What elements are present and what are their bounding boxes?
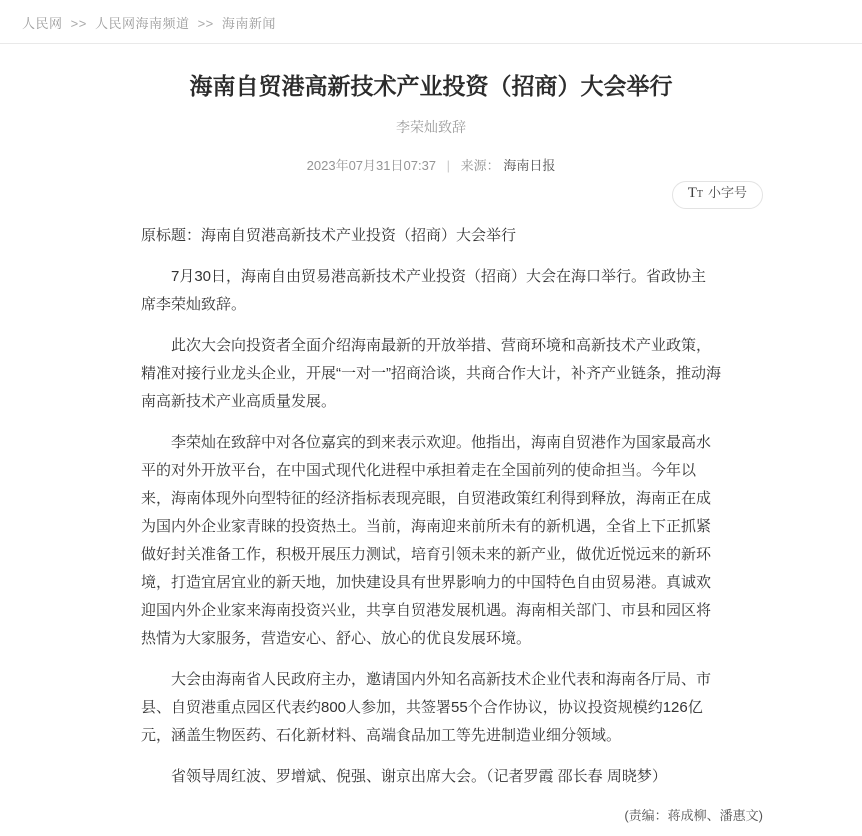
article-container [99, 71, 763, 836]
article-toolbar [99, 181, 763, 209]
article-subtitle: 李荣灿致辞 [396, 119, 466, 136]
font-size-small-icon: T [696, 189, 703, 201]
article-paragraph: 7月30日，海南自由贸易港高新技术产业投资（招商）大会在海口举行。省政协主席李荣灿致辞。 [141, 268, 707, 314]
breadcrumb-item-people-net[interactable]: 人民网 [22, 16, 63, 31]
font-size-large-icon: T [687, 185, 697, 202]
breadcrumb-item-hainan-news[interactable]: 海南新闻 [221, 16, 276, 31]
page-title: 海南自贸港高新技术产业投资（招商）大会举行 [189, 73, 673, 99]
breadcrumb-separator: >> [70, 16, 87, 31]
article-paragraph: 此次大会向投资者全面介绍海南最新的开放举措、营商环境和高新技术产业政策，精准对接行业龙头企业，开展“一对一”招商洽谈，共商合作大计，补齐产业链条，推动海南高新技术产业高质量发展。 [141, 337, 721, 411]
article-paragraph: 李荣灿在致辞中对各位嘉宾的到来表示欢迎。他指出，海南自贸港作为国家最高水平的对外开放平台，在中国式现代化进程中承担着走在全国前列的使命担当。今年以来，海南体现外向型特征的经济指标表现亮眼，自贸港政策红利得到释放，海南正在成为国内外企业家青睐的投资热土。当前，海南迎来前所未有的新机遇，全省上下正抓紧做好封关准备工作，积极开展压力测试，培育引领未来的新产业，做优近悦远来的新环境，打造宜居宜业的新天地，加快建设具有世界影响力的中国特色自由贸易港。真诚欢迎国内外企业家来海南投资兴业，共享自贸港发展机遇。海南相关部门、市县和园区将热情为大家服务，营造安心、舒心、放心的优良发展环境。 [141, 434, 712, 648]
breadcrumb-item-hainan-channel[interactable]: 人民网海南频道 [94, 16, 190, 31]
publish-date: 2023年07月31日07:37 [306, 158, 437, 174]
font-size-button-label: 小字号 [707, 185, 747, 201]
source-link[interactable]: 海南日报 [503, 158, 556, 174]
source-label: 来源： [460, 158, 500, 174]
editors-credit: (责编：蒋成柳、潘惠文) [624, 808, 763, 824]
article-paragraph: 大会由海南省人民政府主办，邀请国内外知名高新技术企业代表和海南各厅局、市县、自贸港重点园区代表约800人参加，共签署55个合作协议，协议投资规模约126亿元，涵盖生物医药、石化新材料、高端食品加工等先进制造业细分领域。 [141, 671, 712, 745]
font-size-button[interactable] [672, 181, 763, 209]
article-meta [99, 155, 763, 174]
article-body [141, 222, 721, 791]
article-paragraph: 省领导周红波、罗增斌、倪强、谢京出席大会。（记者罗霞 邵长春 周晓梦） [171, 768, 667, 786]
header-divider [0, 43, 862, 44]
meta-divider: | [446, 158, 451, 174]
breadcrumb-separator: >> [197, 16, 214, 31]
breadcrumb [0, 0, 862, 43]
original-title-line: 原标题：海南自贸港高新技术产业投资（招商）大会举行 [141, 227, 517, 245]
